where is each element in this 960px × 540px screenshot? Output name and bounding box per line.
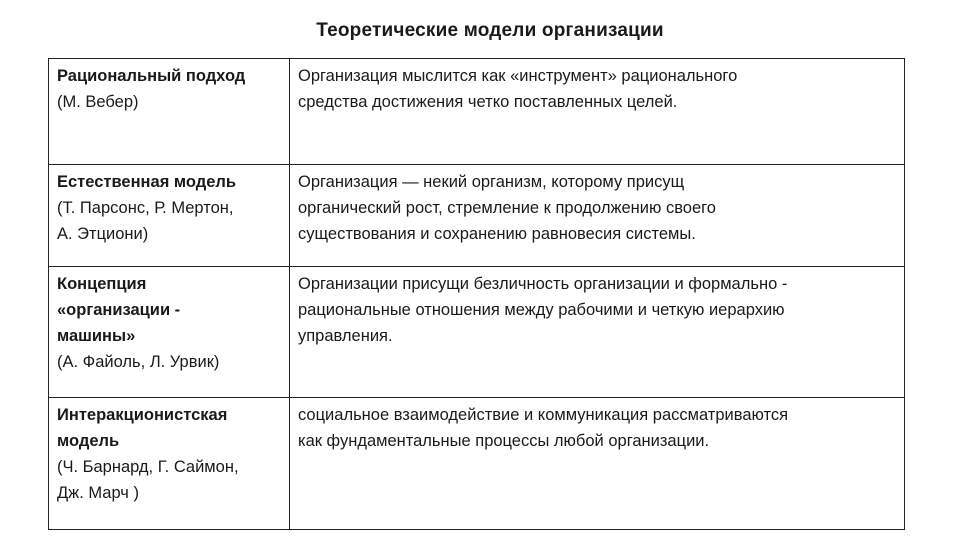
model-name: Естественная модель	[57, 173, 237, 191]
models-table	[48, 58, 905, 530]
model-description: Организация мыслится как «инструмент» рационального средства достижения четко поставленных целей.	[290, 59, 905, 165]
model-authors: (Ч. Барнард, Г. Саймон, Дж. Марч )	[57, 458, 239, 502]
model-name-cell	[49, 59, 290, 165]
table-row	[49, 398, 905, 530]
model-name-cell	[49, 165, 290, 267]
model-description: Организация — некий организм, которому присущ органический рост, стремление к продолжению своего существования и сохранению равновесия системы.	[290, 165, 905, 267]
table-row	[49, 59, 905, 165]
table-row	[49, 267, 905, 398]
model-description: социальное взаимодействие и коммуникация рассматриваются как фундаментальные процессы любой организации.	[290, 398, 905, 530]
model-name: Концепция «организации - машины»	[57, 275, 181, 345]
model-authors: (М. Вебер)	[57, 93, 139, 111]
model-name-cell	[49, 398, 290, 530]
page-title: Теоретические модели организации	[316, 20, 664, 41]
model-authors: (Т. Парсонс, Р. Мертон, А. Этциони)	[57, 199, 234, 243]
model-name: Интеракционистская модель	[57, 406, 228, 450]
model-description: Организации присущи безличность организации и формально - рациональные отношения между рабочими и четкую иерархию управления.	[290, 267, 905, 398]
model-authors: (А. Файоль, Л. Урвик)	[57, 353, 220, 371]
model-name: Рациональный подход	[57, 67, 246, 85]
table-row	[49, 165, 905, 267]
model-name-cell	[49, 267, 290, 398]
